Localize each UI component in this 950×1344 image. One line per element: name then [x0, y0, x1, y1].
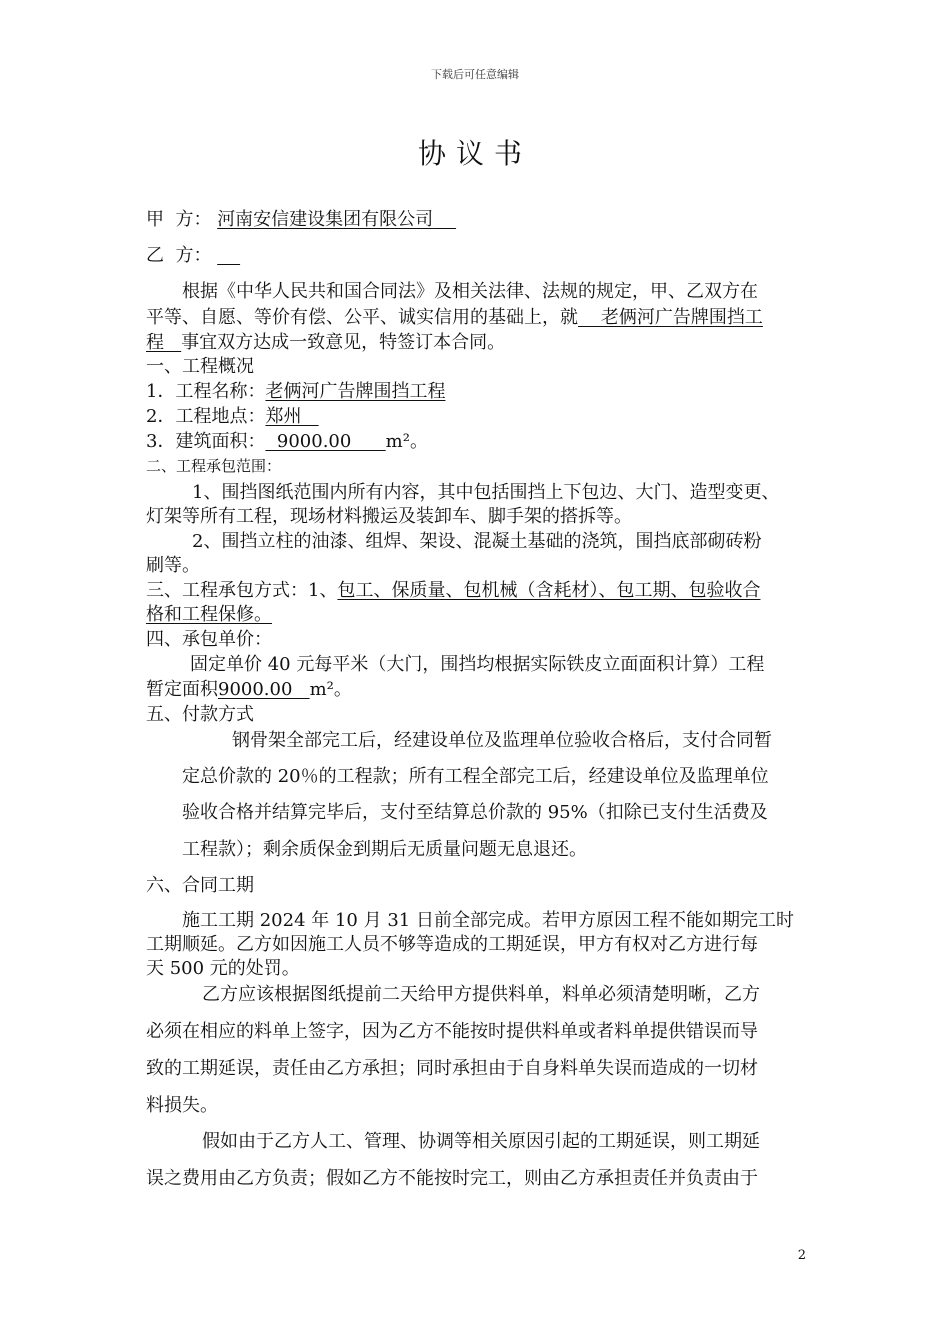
section-3-line-1: [146, 579, 760, 603]
page-header: 下载后可任意编辑: [431, 68, 519, 81]
duration-p3-line-2: 误之费用由乙方负责；假如乙方不能按时完工，则由乙方承担责任并负责由于: [146, 1168, 758, 1189]
section-4-heading: 四、承包单价：: [146, 629, 272, 650]
document-title: 协议书: [417, 137, 532, 170]
project-name-underlined: 老俩河广告牌围挡工: [578, 307, 763, 328]
contract-mode-text: 包工、保质量、包机械（含耗材）、包工期、包验收合: [337, 580, 761, 601]
section-3-line-2: 格和工程保修。: [146, 604, 272, 625]
party-b-value: [217, 245, 240, 266]
party-a-blank: [433, 209, 456, 230]
scope-item-2-line-2: 刷等。: [146, 555, 200, 576]
project-location-value: 郑州: [265, 406, 319, 427]
party-a-value: [217, 209, 456, 230]
duration-p2-line-1: 乙方应该根据图纸提前二天给甲方提供料单，料单必须清楚明晰，乙方: [202, 984, 760, 1005]
building-area-label: 3．建筑面积：: [146, 431, 266, 452]
payment-line-4: 工程款）；剩余质保金到期后无质量问题无息退还。: [182, 839, 587, 860]
scope-item-1-line-2: 灯架等所有工程，现场材料搬运及装卸车、脚手架的搭拆等。: [146, 506, 632, 527]
intro-line-2: [146, 306, 763, 330]
party-a-line: [146, 208, 456, 232]
section-3-label: 三、工程承包方式：1、: [146, 580, 338, 601]
party-b-line: [146, 244, 240, 268]
unit-price-line-1: 固定单价 40 元每平米（大门，围挡均根据实际铁皮立面面积计算）工程: [190, 654, 765, 675]
scope-item-1-line-1: 1、围挡图纸范围内所有内容，其中包括围挡上下包边、大门、造型变更、: [192, 482, 780, 503]
intro-text-end: 事宜双方达成一致意见，特签订本合同。: [181, 332, 506, 353]
page-number: 2: [797, 1248, 806, 1263]
tentative-area-unit: m²。: [309, 679, 352, 700]
project-name-value: 老俩河广告牌围挡工程: [265, 381, 446, 402]
project-name-line: [146, 380, 445, 404]
duration-p2-line-3: 致的工期延误，责任由乙方承担；同时承担由于自身料单失误而造成的一切材: [146, 1058, 758, 1079]
intro-text: 平等、自愿、等价有偿、公平、诚实信用的基础上，就: [146, 307, 578, 328]
party-b-label: 乙 方：: [146, 245, 212, 266]
intro-line-1: 根据《中华人民共和国合同法》及相关法律、法规的规定，甲、乙双方在: [182, 281, 758, 302]
party-a-label: 甲 方：: [146, 209, 212, 230]
building-area-line: [146, 430, 428, 454]
payment-line-1: 钢骨架全部完工后，经建设单位及监理单位验收合格后，支付合同暂: [232, 730, 772, 751]
payment-line-3: 验收合格并结算完毕后，支付至结算总价款的 95%（扣除已支付生活费及: [182, 802, 768, 823]
project-name-underlined-cont: 程: [146, 332, 182, 353]
section-6-heading: 六、合同工期: [146, 875, 254, 896]
duration-p2-line-2: 必须在相应的料单上签字，因为乙方不能按时提供料单或者料单提供错误而导: [146, 1021, 758, 1042]
building-area-value: 9000.00: [265, 431, 386, 452]
duration-p3-line-1: 假如由于乙方人工、管理、协调等相关原因引起的工期延误，则工期延: [202, 1131, 760, 1152]
party-a-name: 河南安信建设集团有限公司: [217, 209, 434, 230]
building-area-unit: m²。: [385, 431, 428, 452]
payment-line-2: 定总价款的 20％的工程款；所有工程全部完工后，经建设单位及监理单位: [182, 766, 769, 787]
project-name-label: 1．工程名称：: [146, 381, 266, 402]
scope-item-2-line-1: 2、围挡立柱的油漆、组焊、架设、混凝土基础的浇筑，围挡底部砌砖粉: [192, 531, 762, 552]
project-location-line: [146, 405, 319, 429]
duration-p1-line-3: 天 500 元的处罚。: [146, 958, 300, 979]
section-1-heading: 一、工程概况: [146, 356, 254, 377]
tentative-area-label: 暂定面积: [146, 679, 218, 700]
intro-line-3: [146, 331, 505, 355]
tentative-area-value: 9000.00: [218, 679, 310, 700]
section-2-heading: 二、工程承包范围：: [146, 457, 282, 475]
project-location-label: 2．工程地点：: [146, 406, 266, 427]
duration-p1-line-1: 施工工期 2024 年 10 月 31 日前全部完成。若甲方原因工程不能如期完工时: [182, 910, 794, 931]
unit-price-line-2: [146, 678, 352, 702]
duration-p2-line-4: 料损失。: [146, 1095, 218, 1116]
duration-p1-line-2: 工期顺延。乙方如因施工人员不够等造成的工期延误，甲方有权对乙方进行每: [146, 934, 758, 955]
section-5-heading: 五、付款方式: [146, 704, 254, 725]
